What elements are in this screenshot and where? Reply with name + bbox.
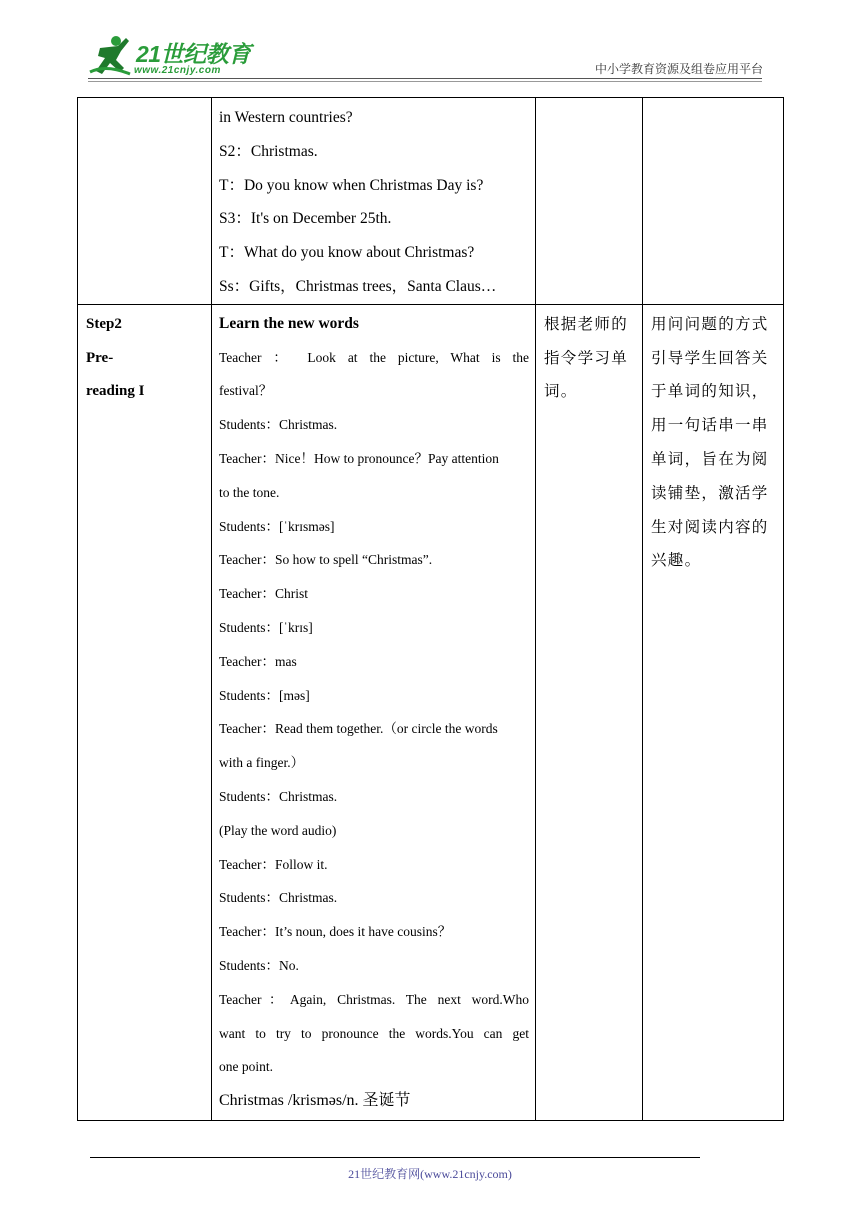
- table-row-step2: [78, 304, 784, 1120]
- dialogue-line: festival？: [219, 383, 273, 399]
- design-intent-line: 用一句话串一串: [651, 416, 769, 435]
- section-title: Learn the new words: [219, 314, 359, 332]
- student-activity-cell-empty: [536, 98, 643, 305]
- dialogue-line: Teacher：Christ: [219, 586, 309, 602]
- dialogue-line: S3：It's on December 25th.: [219, 210, 392, 228]
- student-activity-line: 指令学习单: [544, 348, 629, 367]
- header-divider-thin: [88, 81, 762, 82]
- dialogue-line: S2：Christmas.: [219, 142, 318, 160]
- design-intent-line: 读铺垫，激活学: [651, 483, 769, 502]
- dialogue-line: Teacher ： Look at the picture, What is the: [219, 349, 529, 365]
- dialogue-line: Teacher：Follow it.: [219, 856, 328, 872]
- student-activity-cell: [536, 304, 643, 1120]
- design-intent-line: 生对阅读内容的: [651, 517, 769, 536]
- step-label-line: reading I: [86, 383, 145, 400]
- design-intent-line: 兴趣。: [651, 551, 702, 570]
- table-row-continuation: [78, 98, 784, 305]
- student-activity-line: 根据老师的: [544, 314, 629, 333]
- header-tagline: 中小学教育资源及组卷应用平台: [594, 62, 763, 76]
- runner-logo-icon: [86, 34, 134, 78]
- dialogue-line: Teacher：So how to spell “Christmas”.: [219, 552, 433, 568]
- design-intent-cell: [643, 304, 784, 1120]
- logo: [86, 34, 256, 80]
- dialogue-line: Students：[məs]: [219, 687, 310, 703]
- dialogue-line: in Western countries?: [219, 109, 353, 126]
- dialogue-line: T：What do you know about Christmas?: [219, 244, 475, 262]
- step-cell-empty: [78, 98, 212, 305]
- dialogue-line: (Play the word audio): [219, 822, 337, 838]
- design-intent-line: 引导学生回答关: [651, 348, 769, 367]
- step-label-line: Pre-: [86, 349, 114, 366]
- dialogue-line: one point.: [219, 1059, 273, 1075]
- design-intent-line: 用问问题的方式: [651, 314, 769, 333]
- dialogue-line: Students：Christmas.: [219, 788, 338, 804]
- logo-url: www.21cnjy.com: [134, 65, 221, 76]
- dialogue-line: Teacher：It’s noun, does it have cousins？: [219, 924, 452, 940]
- dialogue-line: Teacher：Nice！How to pronounce？Pay attention: [219, 450, 499, 466]
- design-intent-line: 于单词的知识，: [651, 382, 769, 401]
- step-label-cell: [78, 304, 212, 1120]
- student-activity-line: 词。: [544, 382, 578, 401]
- dialogue-line: to the tone.: [219, 484, 280, 500]
- teacher-student-activity-cell: [212, 98, 536, 305]
- dialogue-line: Students：[ˈkrɪs]: [219, 619, 313, 635]
- dialogue-line: want to try to pronounce the words.You can get: [219, 1025, 529, 1041]
- lesson-plan-table: [77, 97, 784, 1121]
- dialogue-line: Teacher：mas: [219, 653, 297, 669]
- header-divider: [88, 78, 762, 79]
- footer-text: 21世纪教育网(www.21cnjy.com): [348, 1167, 512, 1181]
- page-header: [0, 0, 860, 100]
- dialogue-line: Students：No.: [219, 957, 299, 973]
- dialogue-line: Ss：Gifts，Christmas trees，Santa Claus…: [219, 277, 497, 295]
- logo-text: 21世纪教育: [136, 41, 251, 67]
- dialogue-line: Students：Christmas.: [219, 417, 338, 433]
- teacher-student-activity-cell: [212, 304, 536, 1120]
- dialogue-line: T：Do you know when Christmas Day is?: [219, 176, 484, 194]
- dialogue-line: Teacher：Again, Christmas. The next word.Who: [219, 991, 529, 1007]
- dialogue-line: with a finger.）: [219, 755, 305, 771]
- step-label-line: Step2: [86, 315, 122, 332]
- dialogue-line: Students：[ˈkrɪsməs]: [219, 518, 335, 534]
- vocabulary-line: Christmas /krisməs/n. 圣诞节: [219, 1092, 411, 1110]
- footer-divider: [90, 1157, 700, 1158]
- design-intent-line: 单词，旨在为阅: [651, 449, 769, 468]
- dialogue-line: Students：Christmas.: [219, 890, 338, 906]
- design-intent-cell-empty: [643, 98, 784, 305]
- dialogue-line: Teacher：Read them together.（or circle the words: [219, 721, 498, 737]
